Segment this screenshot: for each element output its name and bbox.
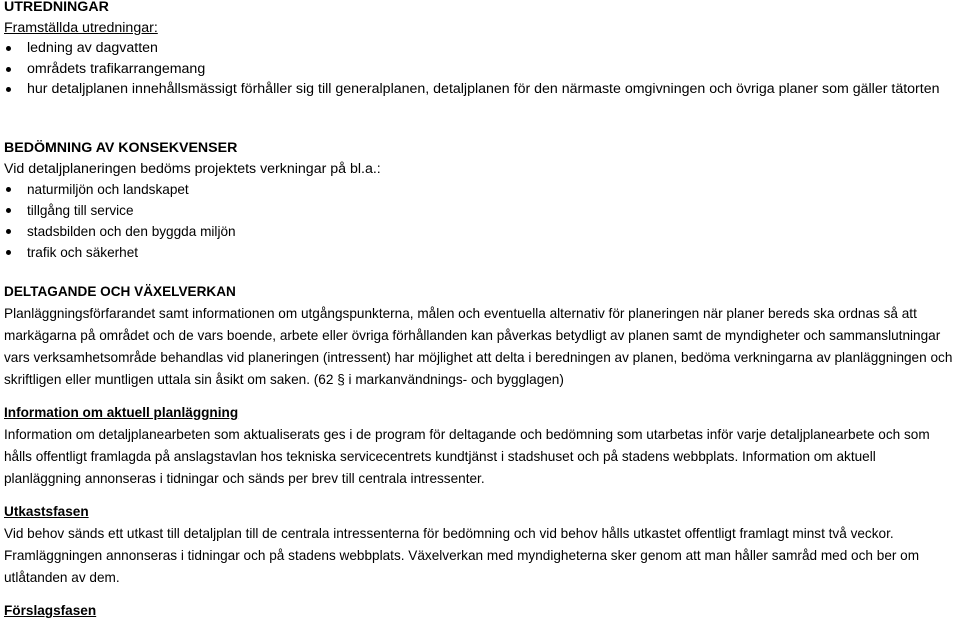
section-paragraph: Information om detaljplanearbeten som aktualiserats ges i de program för deltagande och bedömning som utarbetas inför varje detaljplanearbete och som hålls offentligt framlagda på anslagstavlan hos tekniska servicecentrets kundtjänst i stadshuset och på stadens webbplats. Information om aktuell planläggning annonseras i tidningar och sänds per brev till centrala intressenter.	[4, 427, 930, 486]
list-item: tillgång till service	[4, 200, 956, 221]
section-heading: Förslagsfasen	[4, 603, 97, 618]
section-forslagsfasen	[4, 600, 956, 622]
section-intro: Vid detaljplaneringen bedöms projektets verkningar på bl.a.:	[4, 160, 381, 177]
section-information	[4, 402, 956, 490]
list-item: områdets trafikarrangemang	[4, 59, 956, 80]
bullet-list	[4, 179, 956, 263]
bullet-list	[4, 38, 956, 100]
section-heading: Utkastsfasen	[4, 504, 89, 519]
section-paragraph: Vid behov sänds ett utkast till detaljplan till de centrala intressenterna för bedömning och vid behov hålls utkastet offentligt framlagt minst två veckor. Framläggningen annonseras i tidningar och på stadens webbplats. Växelverkan med myndigheterna sker genom att man håller samråd med och ber om utlåtanden av dem.	[4, 526, 920, 585]
section-deltagande	[4, 281, 956, 391]
list-item: stadsbilden och den byggda miljön	[4, 221, 956, 242]
section-utkastsfasen	[4, 501, 956, 589]
section-utredningar	[4, 0, 956, 100]
section-bedomning-list	[4, 179, 956, 263]
section-heading: DELTAGANDE OCH VÄXELVERKAN	[4, 284, 236, 299]
list-item: ledning av dagvatten	[4, 38, 956, 59]
list-item: hur detaljplanen innehållsmässigt förhåller sig till generalplanen, detaljplanen för den närmaste omgivningen och övriga planer som gäller tätorten	[4, 79, 956, 100]
section-heading: BEDÖMNING AV KONSEKVENSER	[4, 140, 238, 156]
section-heading: Information om aktuell planläggning	[4, 405, 239, 420]
section-bedomning	[4, 138, 956, 179]
section-heading: UTREDNINGAR	[4, 0, 109, 15]
section-paragraph: Planläggningsförfarandet samt informationen om utgångspunkterna, målen och eventuella alternativ för planeringen när planer bereds ska ordnas så att markägarna på området och de vars boende, arbete eller övriga förhållanden kan påverkas betydligt av planen samt de myndigheter och sammanslutningar vars verksamhetsområde behandlas vid planeringen (intressent) har möjlighet att delta i beredningen av planen, bedöma verkningarna av planläggningen och skriftligen eller muntligen uttala sin åsikt om saken. (62 § i markanvändnings- och bygglagen)	[4, 306, 953, 387]
list-item: naturmiljön och landskapet	[4, 179, 956, 200]
list-item: trafik och säkerhet	[4, 242, 956, 263]
section-subheading: Framställda utredningar:	[4, 19, 158, 36]
